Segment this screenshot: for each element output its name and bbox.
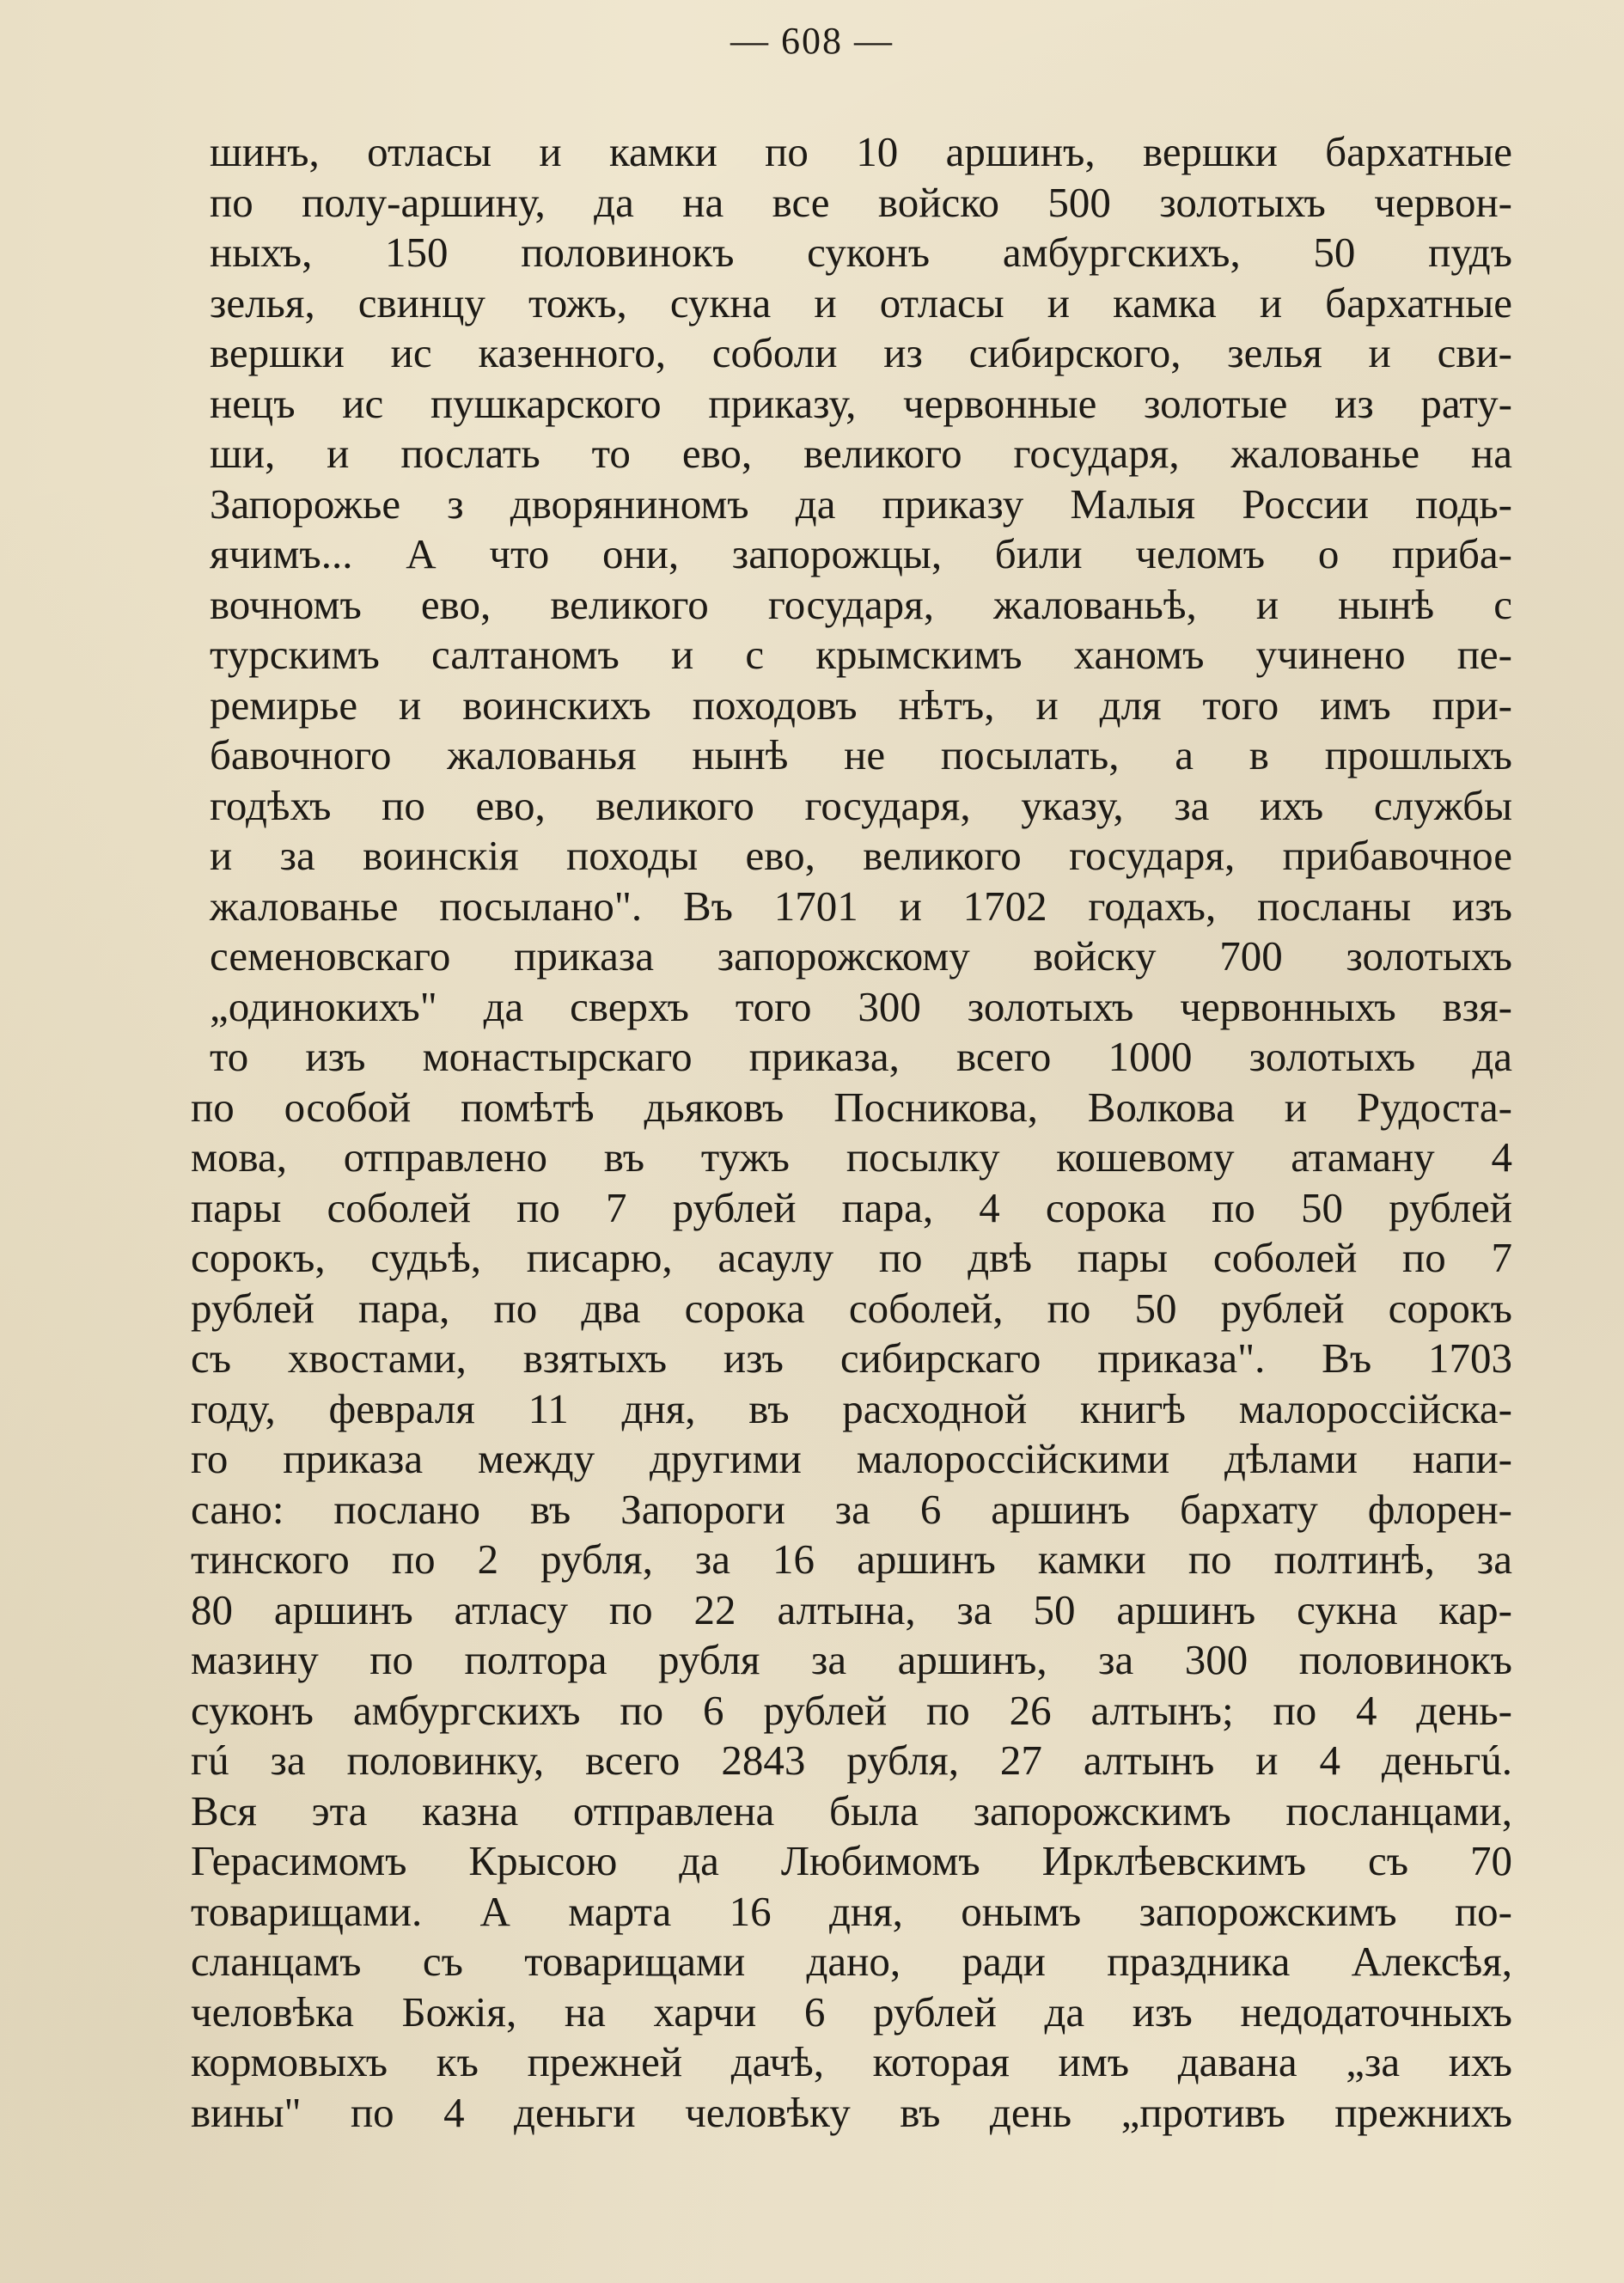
text-line: зелья, свинцу тожъ, сукна и отласы и камка и бархатные <box>210 278 1512 327</box>
text-line: 80 аршинъ атласу по 22 алтына, за 50 аршинъ сукна кар- <box>191 1585 1512 1633</box>
text-line: жалованье посылано". Въ 1701 и 1702 годахъ, посланы изъ <box>210 882 1512 930</box>
body-text <box>179 127 1512 2138</box>
text-line: и за воинскiя походы ево, великого государя, прибавочное <box>210 832 1512 879</box>
text-line: Вся эта казна отправлена была запорожскимъ посланцами, <box>191 1786 1512 1834</box>
text-line: годѣхъ по ево, великого государя, указу, за ихъ службы <box>210 781 1512 829</box>
text-line: вины" по 4 деньги человѣку въ день „противъ прежнихъ <box>191 2088 1512 2136</box>
text-line: бавочного жалованья нынѣ не посылать, а в прошлыхъ <box>210 731 1512 778</box>
text-line: вершки ис казенного, соболи из сибирского, зелья и сви- <box>210 329 1512 376</box>
text-line: ремирье и воинскихъ походовъ нѣтъ, и для того имъ при- <box>210 681 1512 729</box>
text-line: шинъ, отласы и камки по 10 аршинъ, вершки бархатные <box>210 128 1512 175</box>
text-line: сорокъ, судьѣ, писарю, асаулу по двѣ пары соболей по 7 <box>191 1234 1512 1281</box>
text-line: ячимъ... А что они, запорожцы, били челомъ о приба- <box>210 530 1512 577</box>
text-line: тинского по 2 рубля, за 16 аршинъ камки по полтинѣ, за <box>191 1535 1512 1583</box>
text-line: то изъ монастырскаго приказа, всего 1000 золотыхъ да <box>210 1033 1512 1080</box>
text-line: по полу-аршину, да на все войско 500 золотыхъ червон- <box>210 178 1512 226</box>
page-number: — 608 — <box>730 20 894 62</box>
text-line: ши, и послать то ево, великого государя, жалованье на <box>210 430 1512 477</box>
text-line: рублей пара, по два сорока соболей, по 50 рублей сорокъ <box>191 1284 1512 1332</box>
text-line: „одинокихъ" да сверхъ того 300 золотыхъ червонныхъ взя- <box>210 982 1512 1030</box>
text-line: семеновскаго приказа запорожскому войску 700 золотыхъ <box>210 932 1512 980</box>
text-line: ныхъ, 150 половинокъ суконъ амбургскихъ, 50 пудъ <box>210 229 1512 276</box>
text-line: кормовыхъ къ прежней дачѣ, которая имъ давана „за ихъ <box>191 2038 1512 2085</box>
text-line: мова, отправлено въ тужъ посылку кошевому атаману 4 <box>191 1133 1512 1181</box>
text-line: турскимъ салтаномъ и с крымскимъ ханомъ учинено пе- <box>210 631 1512 678</box>
text-line: человѣка Божiя, на харчи 6 рублей да изъ недодаточныхъ <box>191 1987 1512 2036</box>
text-line: мазину по полтора рубля за аршинъ, за 300 половинокъ <box>191 1636 1512 1683</box>
text-line: съ хвостами, взятыхъ изъ сибирскаго приказа". Въ 1703 <box>191 1334 1512 1382</box>
text-line: го приказа между другими малороссiйскими дѣлами напи- <box>191 1435 1512 1482</box>
text-line: товарищами. А марта 16 дня, онымъ запорожскимъ по- <box>191 1887 1512 1935</box>
text-line: Герасимомъ Крысою да Любимомъ Ирклѣевскимъ съ 70 <box>191 1837 1512 1884</box>
text-line: году, февраля 11 дня, въ расходной книгѣ малороссiйска- <box>191 1384 1512 1432</box>
text-line: сано: послано въ Запороги за 6 аршинъ бархату флорен- <box>191 1485 1512 1533</box>
text-line: нецъ ис пушкарского приказу, червонные золотые из рату- <box>210 379 1512 427</box>
text-line: по особой помѣтѣ дьяковъ Посникова, Волкова и Рудоста- <box>191 1083 1512 1131</box>
text-line: Запорожье з дворяниномъ да приказу Малыя России подь- <box>210 479 1512 528</box>
text-line: вочномъ ево, великого государя, жалованьѣ, и нынѣ с <box>210 580 1512 628</box>
text-line: суконъ амбургскихъ по 6 рублей по 26 алтынъ; по 4 день- <box>191 1686 1512 1734</box>
text-line: гú за половинку, всего 2843 рубля, 27 алтынъ и 4 деньгú. <box>191 1737 1512 1784</box>
text-line: сланцамъ съ товарищами дано, ради праздника Алексѣя, <box>191 1938 1512 1985</box>
text-line: пары соболей по 7 рублей пара, 4 сорока по 50 рублей <box>191 1183 1512 1231</box>
